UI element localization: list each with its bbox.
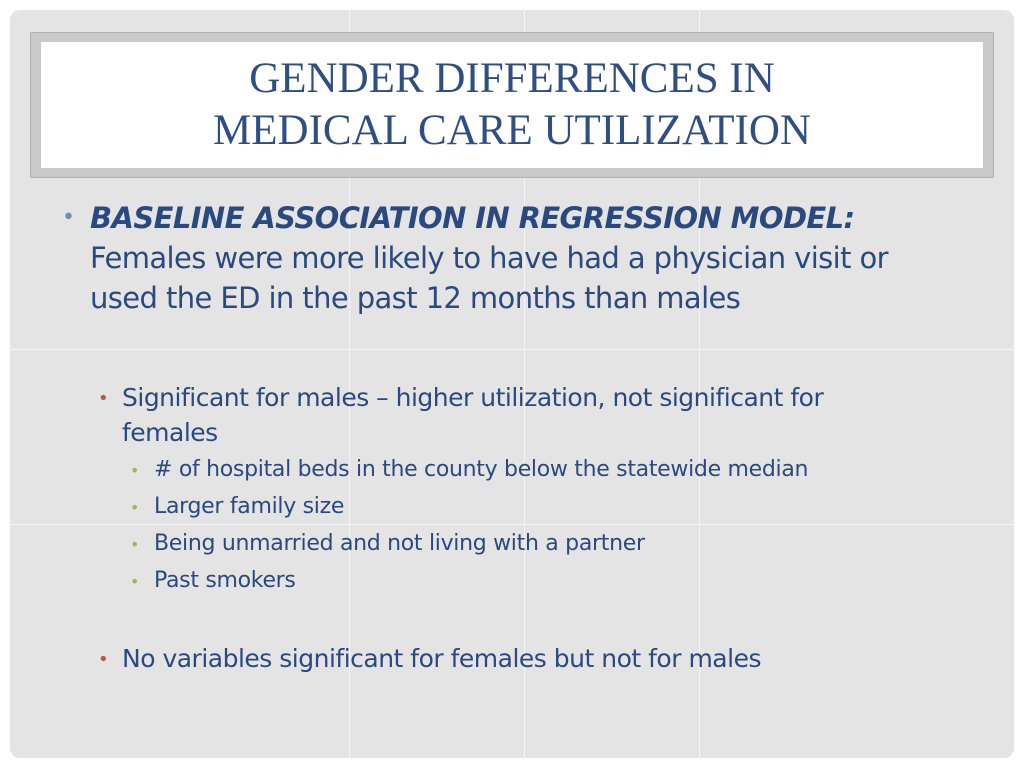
bullet-icon: • bbox=[98, 388, 109, 409]
title-panel bbox=[41, 42, 983, 168]
sub-bullet-text: Significant for males – higher utilization, not significant for females bbox=[122, 383, 824, 447]
sub-sub-bullet-text: Being unmarried and not living with a partner bbox=[154, 531, 645, 556]
title-frame bbox=[30, 32, 994, 178]
sub-sub-bullet-text: # of hospital beds in the county below the statewide median bbox=[154, 457, 809, 482]
main-bullet-text bbox=[90, 198, 942, 318]
sub-bullet bbox=[98, 380, 918, 450]
sub-sub-bullet bbox=[130, 566, 930, 597]
sub-sub-bullet-text: Larger family size bbox=[154, 494, 345, 519]
sub-sub-bullet bbox=[130, 455, 930, 486]
sub-sub-bullet bbox=[130, 529, 930, 560]
bullet-icon: • bbox=[130, 572, 140, 591]
sub-sub-bullet-text: Past smokers bbox=[154, 568, 296, 593]
sub-bullet-text: No variables significant for females but not for males bbox=[122, 644, 761, 673]
bullet-icon: • bbox=[130, 498, 140, 517]
bullet-icon: • bbox=[130, 461, 140, 480]
grid-line bbox=[10, 349, 1014, 350]
bullet-icon: • bbox=[98, 649, 109, 670]
slide-title-line-2: MEDICAL CARE UTILIZATION bbox=[213, 107, 811, 154]
main-bullet bbox=[62, 198, 942, 318]
slide-title-line-1: GENDER DIFFERENCES IN bbox=[249, 55, 775, 102]
main-bullet-lead: BASELINE ASSOCIATION IN REGRESSION MODEL: bbox=[90, 201, 855, 235]
sub-sub-bullet bbox=[130, 492, 930, 523]
bullet-icon: • bbox=[130, 535, 140, 554]
bullet-icon: • bbox=[62, 205, 75, 230]
sub-bullet bbox=[98, 641, 918, 677]
main-bullet-body: Females were more likely to have had a physician visit or used the ED in the past 12 months than males bbox=[90, 241, 888, 315]
grid-line bbox=[10, 524, 1014, 525]
